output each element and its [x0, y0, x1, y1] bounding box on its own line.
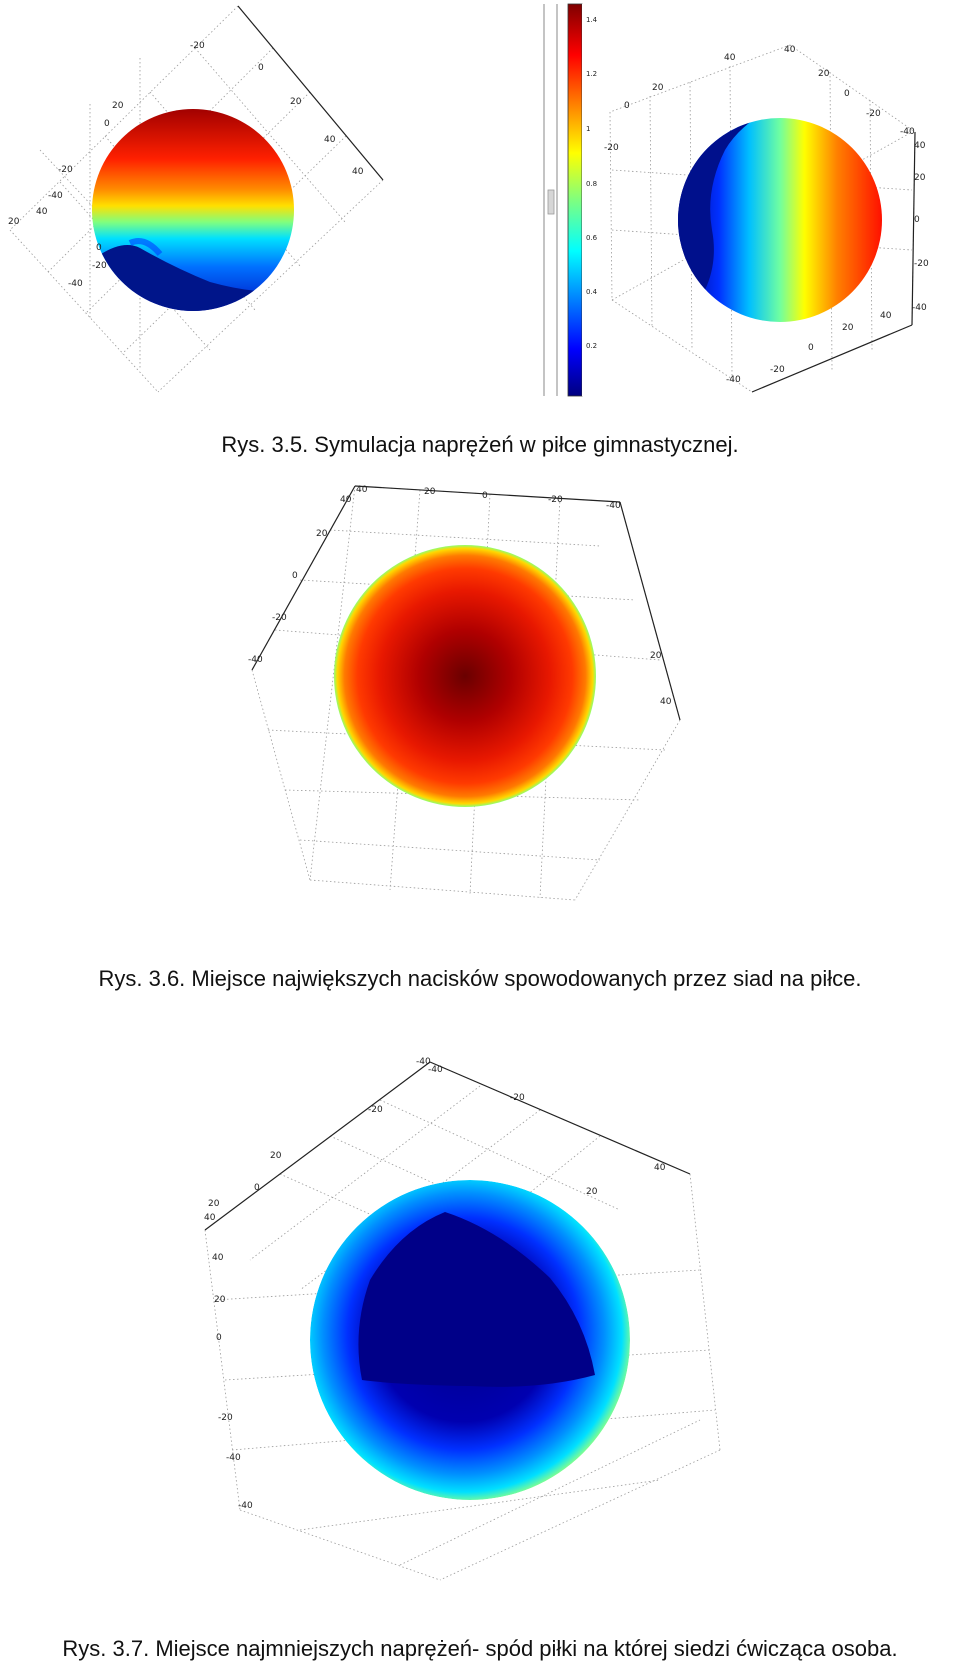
right-sphere-tick-label: 0	[624, 101, 630, 111]
right-sphere-tick-label: 0	[844, 89, 850, 99]
right-sphere-tick-label: 20	[652, 83, 664, 93]
fig37-tick-label: 20	[208, 1199, 220, 1209]
right-sphere-tick-label: 20	[914, 173, 926, 183]
right-sphere-tick-label: 40	[880, 311, 892, 321]
right-sphere-tick-label: -20	[914, 259, 929, 269]
figure-3-5	[0, 0, 960, 400]
fig36-tick-label: 20	[650, 651, 662, 661]
fig37-tick-label: 40	[204, 1213, 216, 1223]
right-sphere-tick-label: 20	[818, 69, 830, 79]
right-sphere-tick-label: 0	[914, 215, 920, 225]
colorbar-tick-label: 1.4	[586, 16, 598, 24]
left-sphere-tick-label: -40	[68, 279, 83, 289]
fig36-tick-label: 0	[482, 491, 488, 501]
fig37-tick-label: -40	[226, 1453, 241, 1463]
colorbar-tick-label: 0.6	[586, 234, 598, 242]
fig36-tick-label: -20	[548, 495, 563, 505]
fig37-tick-label: -20	[218, 1413, 233, 1423]
caption-3-6: Rys. 3.6. Miejsce największych nacisków spowodowanych przez siad na piłce.	[98, 966, 862, 991]
left-sphere-tick-label: -20	[92, 261, 107, 271]
fig37-tick-label: -20	[510, 1093, 525, 1103]
right-sphere-tick-label: -20	[866, 109, 881, 119]
colorbar-tick-label: 1.2	[586, 70, 598, 78]
fig36-tick-label: 40	[356, 485, 368, 495]
left-sphere-tick-label: 40	[36, 207, 48, 217]
fig37-tick-label: -20	[368, 1105, 383, 1115]
fig37-tick-label: 40	[212, 1253, 224, 1263]
figure-3-7	[0, 1040, 960, 1630]
figure-3-6-graphic	[0, 480, 960, 940]
fig37-tick-label: 0	[216, 1333, 222, 1343]
colorbar	[544, 4, 604, 396]
fig37-tick-label: 40	[654, 1163, 666, 1173]
fig36-tick-label: -20	[272, 613, 287, 623]
fig37-tick-label: 20	[214, 1295, 226, 1305]
right-sphere-tick-label: 40	[784, 45, 796, 55]
fig37-tick-label: 0	[254, 1183, 260, 1193]
colorbar-tick-label: 1	[586, 125, 591, 133]
fig36-sphere	[334, 545, 596, 807]
fig37-tick-label: -40	[238, 1501, 253, 1511]
fig37-tick-label: 20	[270, 1151, 282, 1161]
fig37-tick-label: 20	[586, 1187, 598, 1197]
right-sphere	[678, 112, 882, 322]
fig37-tick-label: -40	[416, 1057, 431, 1067]
right-sphere-tick-label: 40	[724, 53, 736, 63]
fig36-tick-label: 40	[660, 697, 672, 707]
left-sphere	[90, 108, 300, 320]
left-sphere-tick-label: 0	[96, 243, 102, 253]
right-sphere-tick-label: -40	[900, 127, 915, 137]
colorbar-tick-label: 0.4	[586, 288, 598, 296]
right-sphere-tick-label: -40	[912, 303, 927, 313]
left-sphere-tick-label: -20	[58, 165, 73, 175]
left-sphere-tick-label: -20	[190, 41, 205, 51]
colorbar-tick-label: 0.8	[586, 180, 598, 188]
caption-3-5: Rys. 3.5. Symulacja naprężeń w piłce gimnastycznej.	[221, 432, 739, 457]
left-sphere-tick-label: -40	[48, 191, 63, 201]
fig37-sphere	[310, 1180, 630, 1500]
fig36-tick-label: 40	[340, 495, 352, 505]
figure-3-6	[0, 480, 960, 940]
fig36-tick-label: 20	[424, 487, 436, 497]
right-sphere-tick-label: 40	[914, 141, 926, 151]
fig36-tick-label: 20	[316, 529, 328, 539]
figure-3-5-graphic	[0, 0, 960, 400]
left-sphere-tick-label: 40	[324, 135, 336, 145]
right-sphere-tick-label: -20	[770, 365, 785, 375]
caption-3-7: Rys. 3.7. Miejsce najmniejszych naprężeń- spód piłki na której siedzi ćwicząca osoba.	[62, 1636, 898, 1661]
right-sphere-tick-label: 20	[842, 323, 854, 333]
left-sphere-tick-label: 20	[112, 101, 124, 111]
left-sphere-tick-label: 40	[352, 167, 364, 177]
fig37-tick-label: -40	[428, 1065, 443, 1075]
right-sphere-tick-label: 0	[808, 343, 814, 353]
left-sphere-tick-label: 20	[290, 97, 302, 107]
right-sphere-tick-label: -20	[604, 143, 619, 153]
left-sphere-tick-label: 0	[104, 119, 110, 129]
colorbar-tick-label: 0.2	[586, 342, 598, 350]
left-sphere-tick-label: 0	[258, 63, 264, 73]
fig36-tick-label: -40	[248, 655, 263, 665]
right-sphere-tick-label: -40	[726, 375, 741, 385]
figure-3-7-graphic	[0, 1040, 960, 1630]
fig36-tick-label: -40	[606, 501, 621, 511]
fig36-tick-label: 0	[292, 571, 298, 581]
left-sphere-tick-label: 20	[8, 217, 20, 227]
